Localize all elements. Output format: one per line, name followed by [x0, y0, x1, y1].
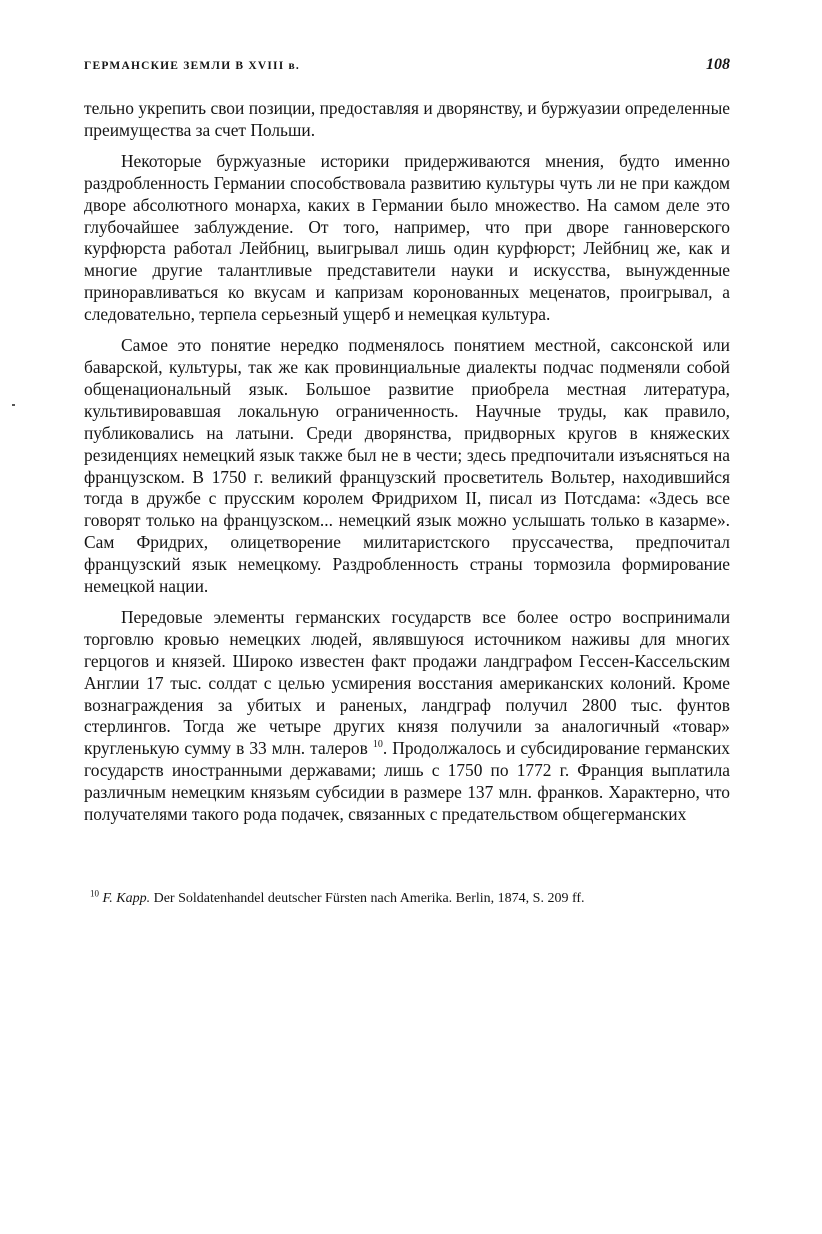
margin-speck [12, 404, 15, 406]
running-head [84, 56, 730, 80]
paragraph: Самое это понятие нередко подменялось понятием местной, саксонской или баварской, культуры, так же как провинциальные диалекты подчас подменяли собой общенациональный язык. Большое развитие приобрела местная литература, культивировавшая локальную ограниченность. Научные труды, как правило, публиковались на латыни. Среди дворянства, придворных кругов в княжеских резиденциях немецкий язык также был не в чести; здесь предпочитали изъясняться на французском. В 1750 г. великий французский просветитель Вольтер, находившийся тогда в дружбе с прусским королем Фридрихом II, писал из Потсдама: «Здесь все говорят только на французском... немецкий язык можно услышать только в казарме». Сам Фридрих, олицетворение милитаристского пруссачества, предпочитал французский язык немецкому. Раздробленность страны тормозила формирование немецкой нации. [84, 335, 730, 597]
footnote-author: F. Kapp. [102, 891, 151, 906]
paragraph-continuation: тельно укрепить свои позиции, предоставляя и дворянству, и буржуазии определенные преимущества за счет Польши. [84, 98, 730, 140]
paragraph-text: Передовые элементы германских государств все более остро воспринимали торговлю кровью немецких людей, являвшуюся источником наживы для многих герцогов и князей. Широко известен факт продажи ландграфом Гессен-Кассельским Англии 17 тыс. солдат с целью усмирения восстания американских колоний. Кроме вознаграждения за убитых и раненых, ландграф получил 2800 тыс. фунтов стерлингов. Тогда же четыре других князя получили за аналогичный «товар» кругленькую сумму в 33 млн. талеров [84, 606, 730, 759]
paragraph-with-footnote-ref [84, 607, 730, 826]
paragraph-text: . Продолжалось и субсидирование германских государств иностранными державами; лишь с 1750 по 1772 г. Франция выплатила различным немецким князьям субсидии в размере 137 млн. франков. Характерно, что получателями такого рода подачек, связанных с предательством общегерманских [84, 738, 731, 825]
footnote [84, 890, 730, 908]
page-number: 108 [706, 56, 730, 73]
running-title: ГЕРМАНСКИЕ ЗЕМЛИ В XVIII в. [84, 60, 300, 72]
body-text [84, 98, 730, 826]
book-page [84, 56, 730, 908]
footnote-number: 10 [90, 888, 99, 899]
paragraph: Некоторые буржуазные историки придерживаются мнения, будто именно раздробленность Германии способствовала развитию культуры чуть ли не при каждом дворе абсолютного монарха, каких в Германии было множество. На самом деле это глубочайшее заблуждение. От того, например, что при дворе ганноверского курфюрста работал Лейбниц, выигрывал лишь один курфюрст; Лейбниц же, как и многие другие талантливые представители науки и искусства, вынужденные приноравливаться ко вкусам и капризам коронованных меценатов, проигрывал, а следовательно, терпела серьезный ущерб и немецкая культура. [84, 150, 730, 325]
footnote-reference: 10 [372, 739, 383, 751]
footnote-citation: Der Soldatenhandel deutscher Fürsten nach Amerika. Berlin, 1874, S. 209 ff. [150, 891, 585, 906]
